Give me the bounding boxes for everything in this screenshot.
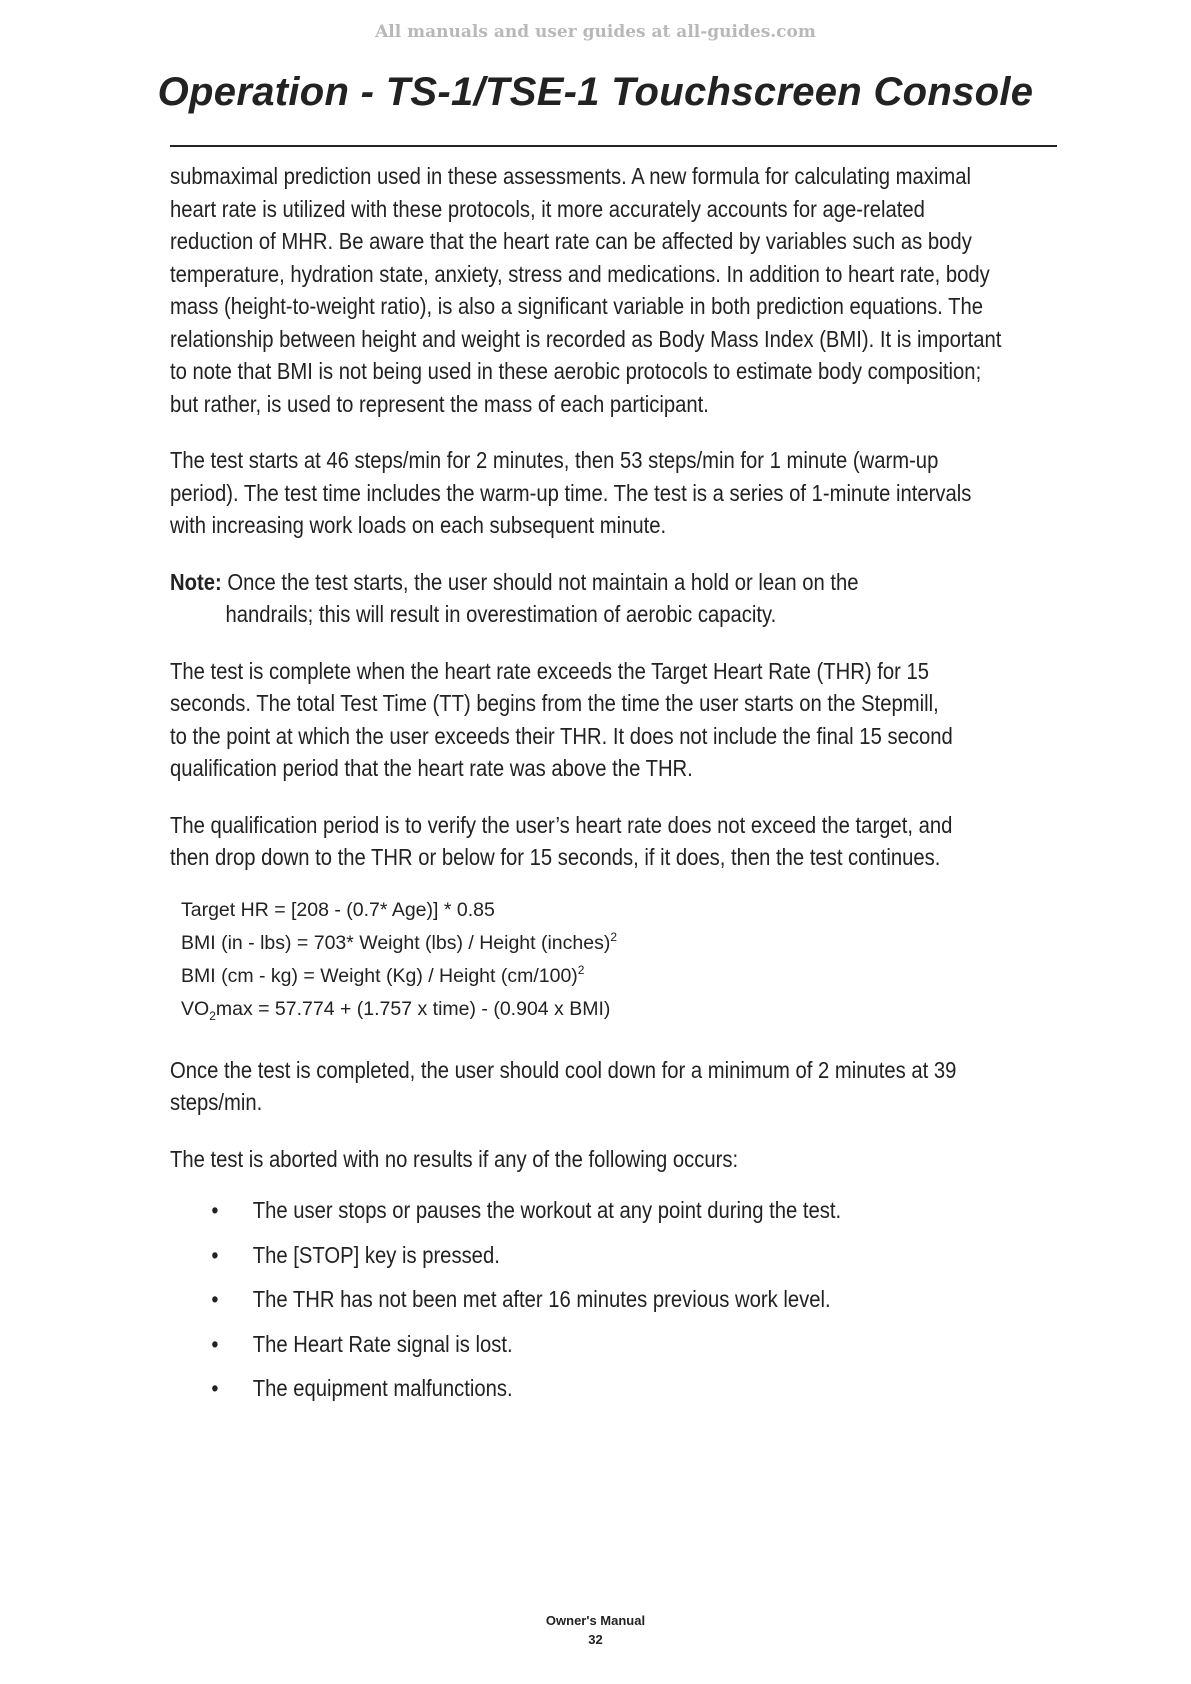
formula-block — [181, 894, 1070, 1026]
paragraph-4 — [170, 809, 1068, 874]
bullet-icon: • — [211, 1286, 219, 1312]
line: heart rate is utilized with these protocols, it more accurately accounts for age-related — [170, 195, 925, 222]
list-item-text: The equipment malfunctions. — [252, 1375, 513, 1401]
formula-text: BMI (cm - kg) = Weight (Kg) / Height (cm/100) — [181, 964, 578, 987]
page-footer — [0, 1611, 1191, 1649]
line: mass (height-to-weight ratio), is also a significant variable in both prediction equations. The — [170, 293, 984, 319]
list-item-text: The user stops or pauses the workout at any point during the test. — [252, 1197, 842, 1223]
main-content — [170, 160, 1070, 1417]
note-line-1: Once the test starts, the user should not maintain a hold or lean on the — [221, 568, 859, 595]
formula-target-hr: Target HR = [208 - (0.7* Age)] * 0.85 — [181, 898, 495, 921]
title-divider — [170, 145, 1057, 147]
note-label: Note: — [170, 568, 222, 595]
formula-text: max = 57.774 + (1.757 x time) - (0.904 x BMI) — [215, 997, 611, 1020]
body-text-lower — [170, 1054, 1068, 1417]
line: then drop down to the THR or below for 15 seconds, if it does, then the test continues. — [170, 844, 941, 870]
list-item — [170, 1239, 1068, 1284]
superscript: 2 — [610, 929, 618, 944]
line: steps/min. — [170, 1089, 263, 1115]
line: The test is complete when the heart rate exceeds the Target Heart Rate (THR) for 15 — [170, 657, 929, 684]
formula-text: BMI (in - lbs) = 703* Weight (lbs) / Height (inches) — [181, 931, 611, 954]
line: reduction of MHR. Be aware that the heart rate can be affected by variables such as body — [170, 228, 972, 254]
bullet-icon: • — [211, 1197, 219, 1223]
line: with increasing work loads on each subsequent minute. — [170, 512, 667, 538]
line: but rather, is used to represent the mass of each participant. — [170, 390, 709, 417]
note-block — [170, 566, 1068, 631]
paragraph-3 — [170, 655, 1068, 785]
note-line-2: handrails; this will result in overestimation of aerobic capacity. — [225, 601, 777, 627]
line: submaximal prediction used in these assessments. A new formula for calculating maximal — [170, 163, 971, 189]
subscript: 2 — [209, 1008, 216, 1023]
line: seconds. The total Test Time (TT) begins from the time the user starts on the Stepmill, — [170, 690, 939, 716]
list-item — [170, 1283, 1068, 1328]
line: to note that BMI is not being used in these aerobic protocols to estimate body composition; — [170, 358, 982, 384]
line: to the point at which the user exceeds their THR. It does not include the final 15 second — [170, 722, 953, 749]
bullet-icon: • — [211, 1330, 219, 1357]
bullet-icon: • — [211, 1241, 219, 1268]
list-item — [170, 1328, 1068, 1373]
watermark: All manuals and user guides at all-guides.com — [375, 22, 816, 42]
line: temperature, hydration state, anxiety, stress and medications. In addition to heart rate, body — [170, 260, 990, 287]
list-item-text: The THR has not been met after 16 minutes previous work level. — [252, 1286, 831, 1312]
formula-vo2max — [181, 993, 1070, 1026]
line: period). The test time includes the warm-up time. The test is a series of 1-minute intervals — [170, 479, 972, 506]
line: relationship between height and weight is recorded as Body Mass Index (BMI). It is important — [170, 325, 1002, 352]
footer-label: Owner's Manual — [545, 1613, 646, 1628]
list-item — [170, 1372, 1068, 1417]
line: The test starts at 46 steps/min for 2 minutes, then 53 steps/min for 1 minute (warm-up — [170, 447, 939, 473]
formula-bmi-metric — [181, 960, 1070, 993]
line: Once the test is completed, the user should cool down for a minimum of 2 minutes at 39 — [170, 1056, 957, 1083]
page-title: Operation - TS-1/TSE-1 Touchscreen Console — [157, 70, 1034, 114]
line: qualification period that the heart rate was above the THR. — [170, 755, 693, 781]
paragraph-2 — [170, 444, 1068, 542]
superscript: 2 — [577, 962, 585, 977]
list-item — [170, 1194, 1068, 1239]
paragraph-1 — [170, 160, 1068, 420]
bullet-icon: • — [211, 1375, 219, 1401]
list-item-text: The [STOP] key is pressed. — [252, 1241, 500, 1268]
formula-bmi-imperial — [181, 927, 1070, 960]
paragraph-5 — [170, 1054, 1068, 1119]
paragraph-6: The test is aborted with no results if any of the following occurs: — [170, 1145, 739, 1172]
line: The qualification period is to verify the user’s heart rate does not exceed the target, and — [170, 811, 953, 838]
page-number: 32 — [588, 1632, 603, 1647]
abort-conditions-list — [170, 1194, 1068, 1417]
list-item-text: The Heart Rate signal is lost. — [252, 1330, 513, 1357]
formula-text: VO — [181, 997, 210, 1020]
body-text — [170, 160, 1068, 874]
